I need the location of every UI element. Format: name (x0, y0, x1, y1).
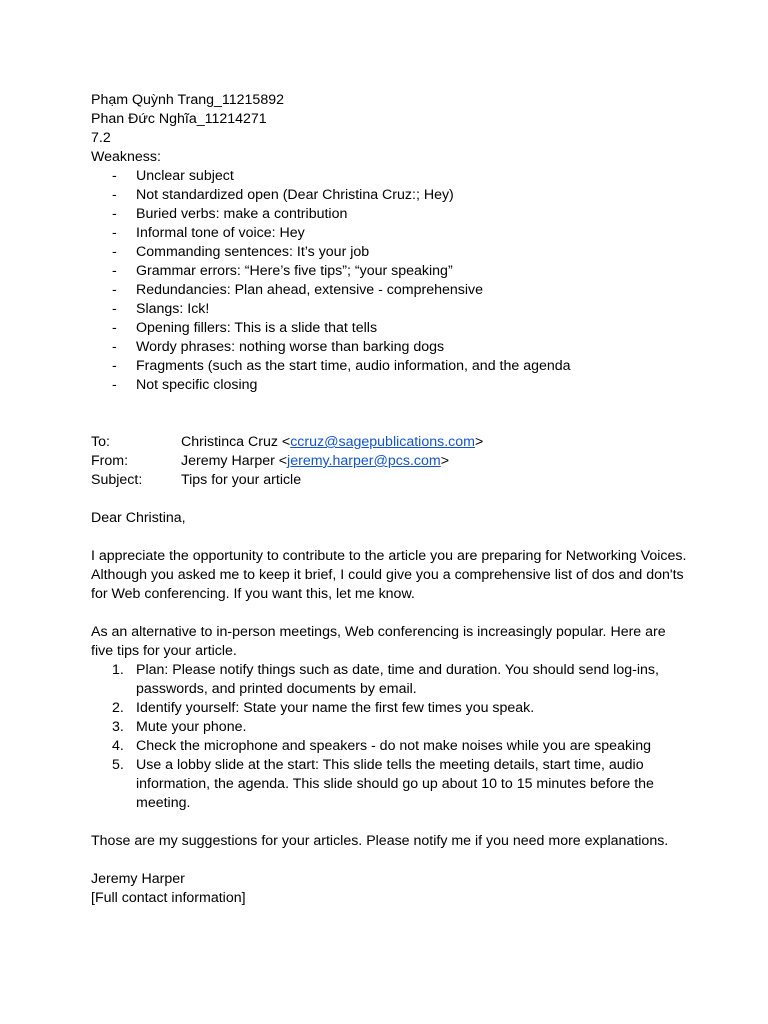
bullet-dash: - (112, 301, 117, 317)
list-item-text: Informal tone of voice: Hey (136, 225, 305, 241)
tip-number: 5. (112, 757, 124, 773)
author-line: Phạm Quỳnh Trang_11215892 (91, 92, 284, 108)
tip-number: 1. (112, 662, 124, 678)
email-closing: Those are my suggestions for your articles. Please notify me if you need more explanations. (91, 833, 669, 849)
bullet-dash: - (112, 244, 117, 260)
weakness-list (91, 167, 691, 395)
list-item-text: Buried verbs: make a contribution (136, 206, 348, 222)
list-item-text: Not specific closing (136, 377, 258, 393)
list-item (91, 205, 691, 224)
list-item (91, 357, 691, 376)
email-contact-info: [Full contact information] (91, 890, 246, 906)
list-item-text: Redundancies: Plan ahead, extensive - comprehensive (136, 282, 484, 298)
tip-number: 3. (112, 719, 124, 735)
list-item (91, 243, 691, 262)
email-to-row (91, 433, 691, 452)
list-item (91, 376, 691, 395)
email-subject-row (91, 471, 691, 490)
list-item-text: Grammar errors: “Here’s five tips”; “your speaking” (136, 263, 453, 279)
list-item-text: Commanding sentences: It’s your job (136, 244, 370, 260)
email-subject-label: Subject: (91, 472, 143, 488)
spacer (91, 813, 691, 832)
list-item (91, 281, 691, 300)
bullet-dash: - (112, 339, 117, 355)
list-item (91, 338, 691, 357)
list-item-text: Wordy phrases: nothing worse than barking dogs (136, 339, 445, 355)
spacer (91, 528, 691, 547)
spacer (91, 395, 691, 414)
tip-number: 4. (112, 738, 124, 754)
email-subject-value: Tips for your article (181, 472, 302, 488)
tip-item (91, 661, 691, 699)
list-item-text: Fragments (such as the start time, audio information, and the agenda (136, 358, 571, 374)
email-from-name: Jeremy Harper < (181, 453, 288, 469)
email-from-close: > (440, 453, 450, 469)
tip-item (91, 737, 691, 756)
email-to-close: > (474, 434, 484, 450)
email-from-value (181, 452, 449, 471)
bullet-dash: - (112, 225, 117, 241)
email-to-value (181, 433, 483, 452)
email-to-link[interactable]: ccruz@sagepublications.com (290, 434, 475, 450)
list-item (91, 300, 691, 319)
list-item (91, 319, 691, 338)
list-item (91, 186, 691, 205)
email-to-label: To: (91, 434, 110, 450)
tip-item (91, 756, 691, 813)
email-signature: Jeremy Harper (91, 871, 185, 887)
bullet-dash: - (112, 168, 117, 184)
tip-text: Mute your phone. (136, 719, 247, 735)
tip-item (91, 718, 691, 737)
tip-text: Plan: Please notify things such as date, time and duration. You should send log-ins, passwords, and printed documents by email. (136, 662, 659, 697)
email-to-name: Christinca Cruz < (181, 434, 291, 450)
email-paragraph: I appreciate the opportunity to contribute to the article you are preparing for Networking Voices. Although you asked me to keep it brief, I could give you a comprehensive list of dos and don'ts for Web conferencing. If you want this, let me know. (91, 548, 687, 602)
author-line: Phan Đức Nghĩa_11214271 (91, 111, 267, 127)
bullet-dash: - (112, 358, 117, 374)
list-item (91, 224, 691, 243)
tip-number: 2. (112, 700, 124, 716)
email-greeting: Dear Christina, (91, 510, 186, 526)
tip-text: Check the microphone and speakers - do not make noises while you are speaking (136, 738, 651, 754)
bullet-dash: - (112, 187, 117, 203)
document-page (91, 91, 691, 908)
bullet-dash: - (112, 282, 117, 298)
tip-text: Identify yourself: State your name the first few times you speak. (136, 700, 535, 716)
list-item (91, 167, 691, 186)
email-from-link[interactable]: jeremy.harper@pcs.com (287, 453, 441, 469)
tip-item (91, 699, 691, 718)
bullet-dash: - (112, 206, 117, 222)
email-from-row (91, 452, 691, 471)
email-from-label: From: (91, 453, 129, 469)
spacer (91, 414, 691, 433)
list-item-text: Opening fillers: This is a slide that tells (136, 320, 378, 336)
list-item-text: Unclear subject (136, 168, 234, 184)
tip-text: Use a lobby slide at the start: This slide tells the meeting details, start time, audio information, the agenda. This slide should go up about 10 to 15 minutes before the meeting. (136, 757, 654, 811)
spacer (91, 851, 691, 870)
tips-list (91, 661, 691, 813)
email-paragraph: As an alternative to in-person meetings, Web conferencing is increasingly popular. Here are five tips for your article. (91, 624, 666, 659)
spacer (91, 490, 691, 509)
bullet-dash: - (112, 263, 117, 279)
spacer (91, 604, 691, 623)
bullet-dash: - (112, 377, 117, 393)
list-item-text: Slangs: Ick! (136, 301, 210, 317)
list-item (91, 262, 691, 281)
weakness-heading: Weakness: (91, 149, 161, 165)
list-item-text: Not standardized open (Dear Christina Cruz:; Hey) (136, 187, 454, 203)
bullet-dash: - (112, 320, 117, 336)
section-number: 7.2 (91, 130, 111, 146)
